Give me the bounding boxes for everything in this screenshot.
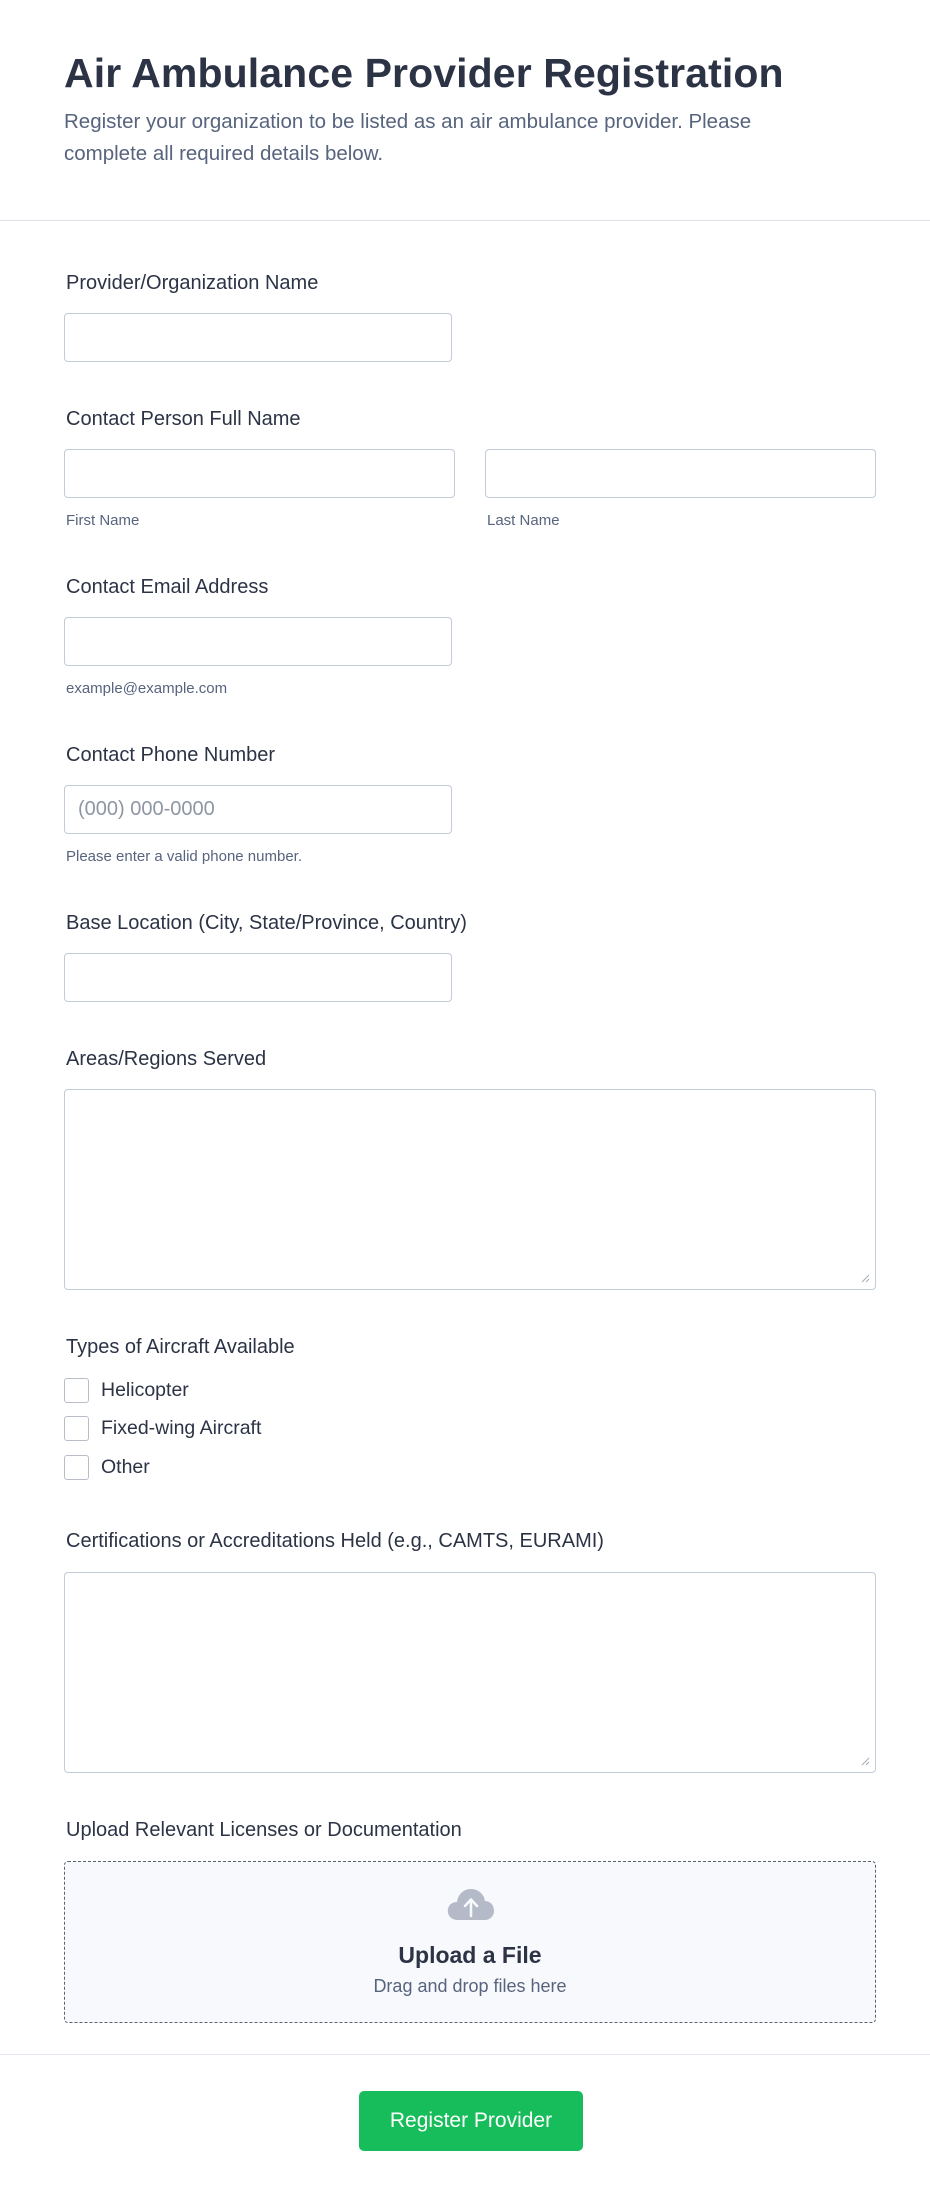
checkbox-label: Helicopter bbox=[101, 1379, 189, 1401]
phone-input[interactable] bbox=[64, 785, 452, 834]
footer-divider bbox=[0, 2054, 930, 2055]
base-location-label: Base Location (City, State/Province, Country) bbox=[66, 912, 467, 934]
first-name-sublabel: First Name bbox=[66, 512, 140, 529]
checkbox[interactable] bbox=[64, 1378, 89, 1403]
email-input[interactable] bbox=[64, 617, 452, 666]
email-label: Contact Email Address bbox=[66, 576, 269, 598]
org-name-input[interactable] bbox=[64, 313, 452, 362]
certifications-label: Certifications or Accreditations Held (e.g., CAMTS, EURAMI) bbox=[66, 1530, 604, 1552]
page-title: Air Ambulance Provider Registration bbox=[64, 50, 784, 96]
base-location-input[interactable] bbox=[64, 953, 452, 1002]
checkbox-label: Other bbox=[101, 1456, 150, 1478]
first-name-input[interactable] bbox=[64, 449, 455, 498]
upload-title: Upload a File bbox=[398, 1942, 542, 1968]
aircraft-label: Types of Aircraft Available bbox=[66, 1336, 295, 1358]
areas-textarea[interactable] bbox=[64, 1089, 876, 1290]
phone-sublabel: Please enter a valid phone number. bbox=[66, 848, 302, 865]
checkbox-option-helicopter[interactable] bbox=[64, 1378, 189, 1403]
checkbox-option-fixed-wing[interactable] bbox=[64, 1416, 261, 1441]
resize-grip-icon[interactable] bbox=[860, 1273, 870, 1283]
cloud-upload-icon bbox=[446, 1886, 496, 1922]
checkbox[interactable] bbox=[64, 1455, 89, 1480]
certifications-textarea[interactable] bbox=[64, 1572, 876, 1773]
org-name-label: Provider/Organization Name bbox=[66, 272, 319, 294]
areas-label: Areas/Regions Served bbox=[66, 1048, 267, 1070]
upload-label: Upload Relevant Licenses or Documentation bbox=[66, 1819, 462, 1841]
checkbox-label: Fixed-wing Aircraft bbox=[101, 1417, 262, 1439]
page-subtitle: Register your organization to be listed as an air ambulance provider. Please complete all required details below. bbox=[64, 110, 752, 165]
resize-grip-icon[interactable] bbox=[860, 1756, 870, 1766]
upload-subtitle: Drag and drop files here bbox=[373, 1976, 567, 1996]
register-provider-button[interactable]: Register Provider bbox=[359, 2091, 583, 2151]
last-name-sublabel: Last Name bbox=[487, 512, 560, 529]
checkbox[interactable] bbox=[64, 1416, 89, 1441]
form-header bbox=[0, 0, 930, 221]
contact-name-label: Contact Person Full Name bbox=[66, 408, 301, 430]
email-sublabel: example@example.com bbox=[66, 680, 228, 697]
file-dropzone[interactable] bbox=[64, 1861, 876, 2023]
checkbox-option-other[interactable] bbox=[64, 1455, 150, 1480]
phone-label: Contact Phone Number bbox=[66, 744, 276, 766]
last-name-input[interactable] bbox=[485, 449, 876, 498]
